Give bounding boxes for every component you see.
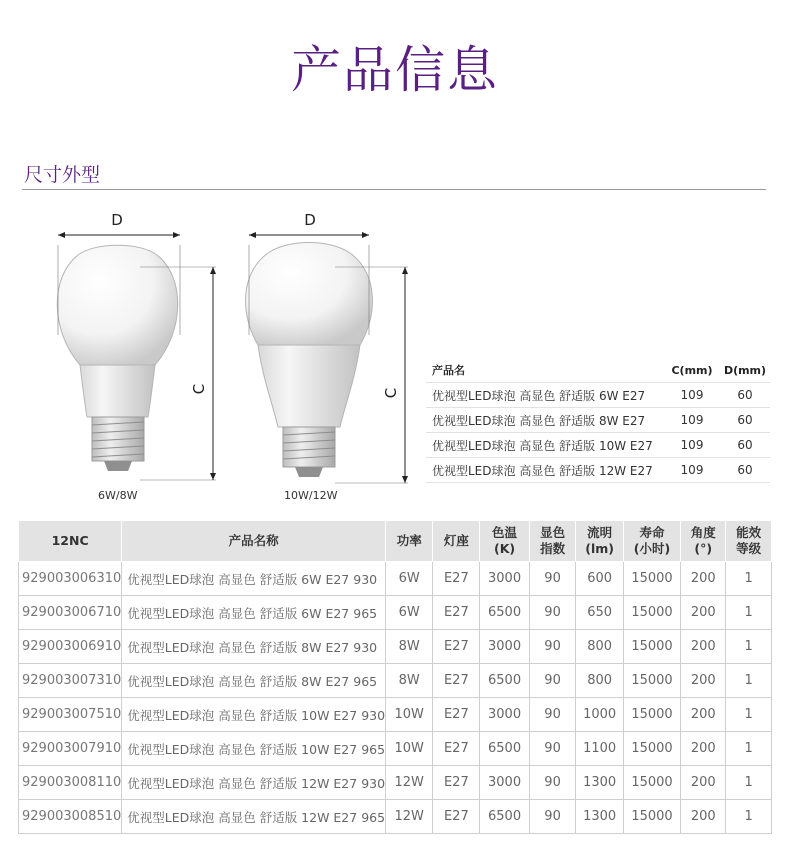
cell-power: 6W — [386, 562, 433, 596]
spec-name: 优视型LED球泡 高显色 舒适版 12W E27 — [432, 463, 653, 478]
cell-name: 优视型LED球泡 高显色 舒适版 6W E27 930 — [122, 562, 386, 596]
col-header-12nc: 12NC — [19, 521, 122, 562]
cell-efficiency: 1 — [726, 630, 772, 664]
cell-12nc: 929003006710 — [19, 596, 122, 630]
cell-lumen: 800 — [576, 630, 623, 664]
spec-header-name: 产品名 — [432, 364, 465, 377]
cell-name: 优视型LED球泡 高显色 舒适版 12W E27 965 — [122, 800, 386, 834]
table-row — [19, 732, 772, 766]
cell-efficiency: 1 — [726, 732, 772, 766]
cell-cct: 6500 — [480, 800, 529, 834]
table-row — [19, 596, 772, 630]
bulb1-contact — [104, 461, 132, 471]
cell-angle: 200 — [681, 766, 726, 800]
cell-base: E27 — [433, 698, 480, 732]
bulb1-c-label: C — [190, 383, 208, 395]
cell-cri: 90 — [529, 800, 576, 834]
col-header-angle: 角度 (°) — [681, 521, 726, 562]
cell-angle: 200 — [681, 732, 726, 766]
cell-name: 优视型LED球泡 高显色 舒适版 8W E27 965 — [122, 664, 386, 698]
col-header-base: 灯座 — [433, 521, 480, 562]
bulb2-d-label: D — [304, 211, 316, 229]
cell-angle: 200 — [681, 664, 726, 698]
bulb1-d-label: D — [111, 211, 123, 229]
spec-d-value: 60 — [737, 438, 753, 452]
table-row — [19, 630, 772, 664]
cell-cct: 3000 — [480, 630, 529, 664]
cell-12nc: 929003006310 — [19, 562, 122, 596]
cell-power: 10W — [386, 698, 433, 732]
col-header-cct: 色温 (K) — [480, 521, 529, 562]
bulb1-neck — [80, 365, 155, 417]
cell-efficiency: 1 — [726, 766, 772, 800]
bulb1-glass — [57, 245, 178, 365]
cell-12nc: 929003006910 — [19, 630, 122, 664]
spec-row — [426, 458, 770, 483]
cell-life: 15000 — [623, 766, 680, 800]
cell-cri: 90 — [529, 766, 576, 800]
cell-base: E27 — [433, 800, 480, 834]
cell-base: E27 — [433, 562, 480, 596]
bulb2-neck — [258, 345, 360, 427]
spec-header-c: C(mm) — [671, 363, 713, 377]
cell-life: 15000 — [623, 596, 680, 630]
cell-cri: 90 — [529, 596, 576, 630]
col-header-power: 功率 — [386, 521, 433, 562]
cell-lumen: 800 — [576, 664, 623, 698]
cell-life: 15000 — [623, 800, 680, 834]
table-row — [19, 766, 772, 800]
col-header-name: 产品名称 — [122, 521, 386, 562]
spec-name: 优视型LED球泡 高显色 舒适版 10W E27 — [432, 438, 653, 453]
col-header-life: 寿命 (小时) — [623, 521, 680, 562]
spec-d-value: 60 — [737, 413, 753, 427]
cell-power: 12W — [386, 800, 433, 834]
col-header-lumen: 流明 (lm) — [576, 521, 623, 562]
cell-power: 10W — [386, 732, 433, 766]
table-row — [19, 562, 772, 596]
cell-lumen: 650 — [576, 596, 623, 630]
spec-name: 优视型LED球泡 高显色 舒适版 8W E27 — [432, 413, 646, 428]
spec-c-value: 109 — [680, 463, 704, 477]
cell-cct: 6500 — [480, 664, 529, 698]
bulb2-contact — [295, 467, 323, 477]
cell-cri: 90 — [529, 664, 576, 698]
cell-efficiency: 1 — [726, 562, 772, 596]
cell-power: 12W — [386, 766, 433, 800]
spec-table — [426, 358, 770, 483]
table-row — [19, 800, 772, 834]
cell-life: 15000 — [623, 562, 680, 596]
cell-power: 6W — [386, 596, 433, 630]
bulb-10w-12w — [246, 232, 408, 483]
bulb-dimension-diagram — [40, 205, 420, 505]
section-title: 尺寸外型 — [24, 164, 101, 186]
spec-row — [426, 383, 770, 408]
spec-row — [426, 433, 770, 458]
bulb2-c-label: C — [382, 387, 400, 399]
cell-name: 优视型LED球泡 高显色 舒适版 8W E27 930 — [122, 630, 386, 664]
spec-c-value: 109 — [680, 388, 704, 402]
cell-lumen: 600 — [576, 562, 623, 596]
section-divider — [22, 189, 766, 190]
spec-header-row — [426, 358, 770, 383]
cell-name: 优视型LED球泡 高显色 舒适版 6W E27 965 — [122, 596, 386, 630]
table-row — [19, 664, 772, 698]
product-table-header — [19, 521, 772, 562]
cell-cri: 90 — [529, 562, 576, 596]
cell-cct: 6500 — [480, 732, 529, 766]
spec-d-value: 60 — [737, 463, 753, 477]
spec-name: 优视型LED球泡 高显色 舒适版 6W E27 — [432, 388, 646, 403]
cell-life: 15000 — [623, 732, 680, 766]
col-header-cri: 显色 指数 — [529, 521, 576, 562]
bulb2-glass — [246, 243, 373, 346]
cell-efficiency: 1 — [726, 664, 772, 698]
spec-row — [426, 408, 770, 433]
spec-c-value: 109 — [680, 413, 704, 427]
cell-cri: 90 — [529, 732, 576, 766]
cell-base: E27 — [433, 630, 480, 664]
cell-efficiency: 1 — [726, 800, 772, 834]
cell-angle: 200 — [681, 698, 726, 732]
cell-efficiency: 1 — [726, 596, 772, 630]
cell-12nc: 929003007310 — [19, 664, 122, 698]
cell-base: E27 — [433, 766, 480, 800]
cell-cct: 3000 — [480, 766, 529, 800]
cell-cct: 3000 — [480, 698, 529, 732]
cell-12nc: 929003008510 — [19, 800, 122, 834]
cell-name: 优视型LED球泡 高显色 舒适版 12W E27 930 — [122, 766, 386, 800]
bulb-6w-8w — [57, 232, 216, 480]
bulb2-caption: 10W/12W — [284, 489, 338, 502]
cell-angle: 200 — [681, 630, 726, 664]
cell-life: 15000 — [623, 698, 680, 732]
cell-12nc: 929003007510 — [19, 698, 122, 732]
cell-life: 15000 — [623, 664, 680, 698]
cell-lumen: 1300 — [576, 766, 623, 800]
table-row — [19, 698, 772, 732]
spec-header-d: D(mm) — [723, 363, 767, 377]
cell-life: 15000 — [623, 630, 680, 664]
cell-cct: 3000 — [480, 562, 529, 596]
cell-lumen: 1100 — [576, 732, 623, 766]
cell-cct: 6500 — [480, 596, 529, 630]
col-header-efficiency: 能效 等级 — [726, 521, 772, 562]
cell-power: 8W — [386, 664, 433, 698]
spec-c-value: 109 — [680, 438, 704, 452]
page-title: 产品信息 — [291, 41, 499, 99]
cell-lumen: 1000 — [576, 698, 623, 732]
cell-base: E27 — [433, 596, 480, 630]
cell-base: E27 — [433, 732, 480, 766]
cell-angle: 200 — [681, 596, 726, 630]
cell-base: E27 — [433, 664, 480, 698]
cell-angle: 200 — [681, 562, 726, 596]
cell-cri: 90 — [529, 698, 576, 732]
cell-12nc: 929003007910 — [19, 732, 122, 766]
cell-angle: 200 — [681, 800, 726, 834]
cell-lumen: 1300 — [576, 800, 623, 834]
bulb1-caption: 6W/8W — [98, 489, 138, 502]
cell-efficiency: 1 — [726, 698, 772, 732]
cell-power: 8W — [386, 630, 433, 664]
cell-cri: 90 — [529, 630, 576, 664]
cell-name: 优视型LED球泡 高显色 舒适版 10W E27 965 — [122, 732, 386, 766]
cell-name: 优视型LED球泡 高显色 舒适版 10W E27 930 — [122, 698, 386, 732]
spec-d-value: 60 — [737, 388, 753, 402]
product-table — [18, 520, 772, 834]
cell-12nc: 929003008110 — [19, 766, 122, 800]
